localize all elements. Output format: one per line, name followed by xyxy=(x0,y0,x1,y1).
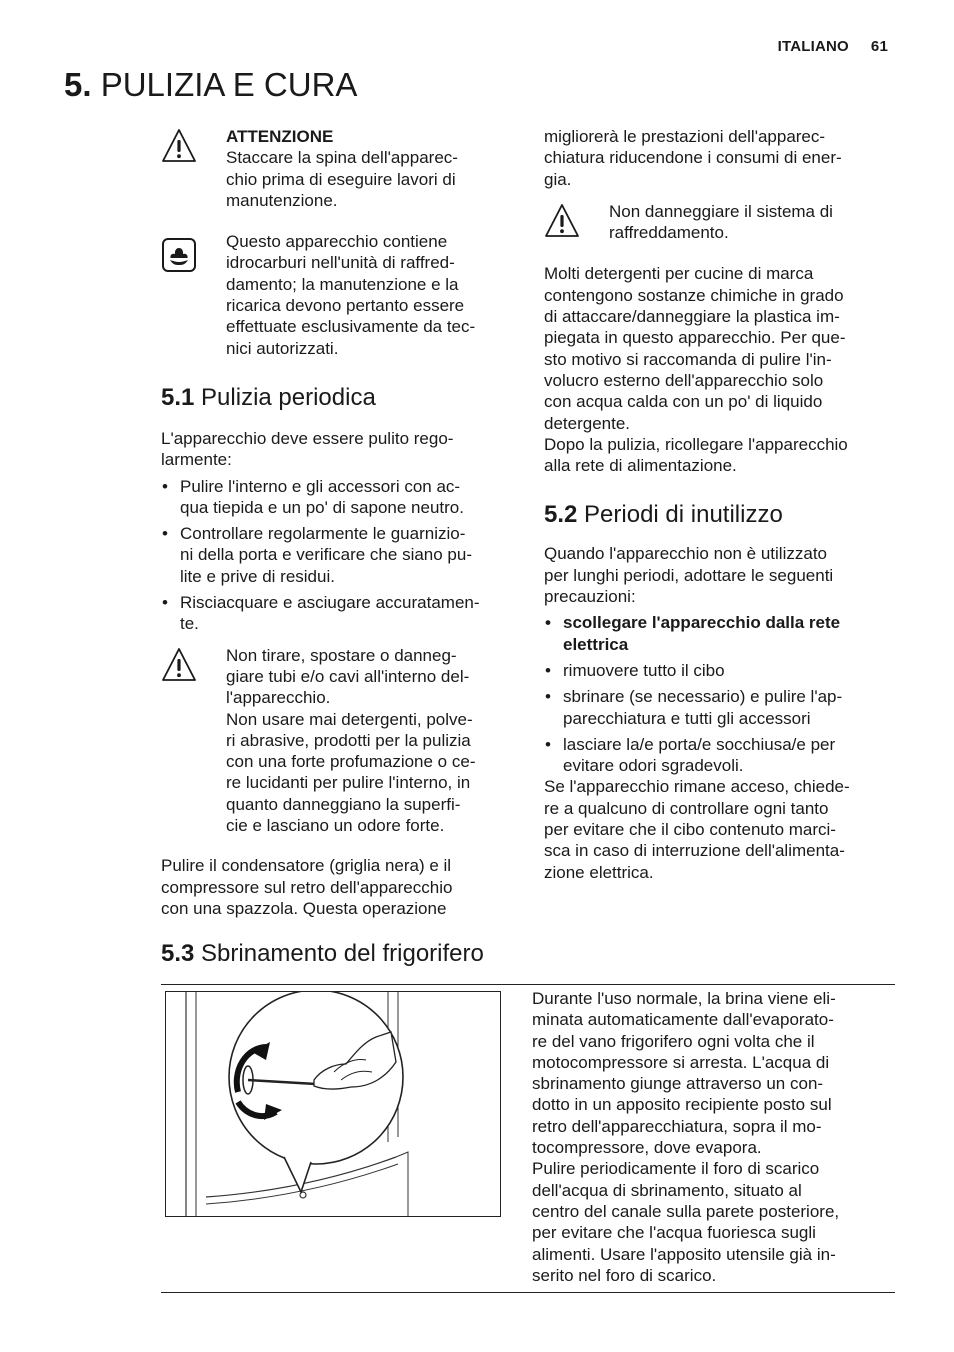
warning-text: Non danneggiare il sistema di raffreddamento. xyxy=(609,201,833,243)
environment-text: Questo apparecchio contiene idrocarburi nell'unità di raffred- damento; la manutenzione e la ricarica devono pertanto essere effettuate esclusivamente da tec- nici autorizzati. xyxy=(226,232,476,358)
section-outro: Se l'apparecchio rimane acceso, chiede- re a qualcuno di controllare ogni tanto per evitare che il cibo contenuto marci- sca in caso di interruzione dell'alimenta- zione elettrica. xyxy=(544,777,850,882)
list-item: • sbrinare (se necessario) e pulire l'ap- parecchiatura e tutti gli accessori xyxy=(544,686,899,729)
list-item: • lasciare la/e porta/e socchiusa/e per evitare odori sgradevoli. xyxy=(544,734,899,777)
section-title: Periodi di inutilizzo xyxy=(584,501,783,529)
warning-notice xyxy=(161,126,516,211)
section-5-1-heading xyxy=(161,384,516,412)
list-item: • Risciacquare e asciugare accuratamen- te. xyxy=(161,592,516,635)
list-item: • Pulire l'interno e gli accessori con ac- qua tiepida e un po' di sapone neutro. xyxy=(161,476,516,519)
left-column xyxy=(161,126,516,919)
right-column xyxy=(544,126,899,883)
section-5-3-heading xyxy=(161,940,484,968)
section-number: 5.2 xyxy=(544,501,578,529)
warning-title: ATTENZIONE xyxy=(226,127,334,146)
section-number: 5.1 xyxy=(161,383,195,411)
defrost-drawing xyxy=(166,992,500,1216)
defrost-illustration xyxy=(165,991,501,1217)
warning-notice xyxy=(161,645,516,837)
list-item: • rimuovere tutto il cibo xyxy=(544,660,899,681)
warning-text: Non tirare, spostare o danneg- giare tubi e/o cavi all'interno del- l'apparecchio. Non usare mai detergenti, polve- ri abrasive, prodotti per la pulizia con una forte profumazione o ce- re lucidanti per pulire l'interno, in quanto danneggiano la superfi- cie e lasciano un odore forte. xyxy=(226,645,476,836)
continuation-text: migliorerà le prestazioni dell'apparec- chiatura riducendone i consumi di ener- gia. xyxy=(544,127,842,189)
warning-notice xyxy=(544,201,899,244)
section-intro: L'apparecchio deve essere pulito rego- larmente: xyxy=(161,428,454,470)
chapter-title-text: PULIZIA E CURA xyxy=(100,66,358,103)
defrost-text: Durante l'uso normale, la brina viene eli- minata automaticamente dall'evaporato- re del vano frigorifero ogni volta che il motocompressore si arresta. L'acqua di sbrinamento giunge attraverso un con- dotto in un apposito recipiente posto sul retro dell'apparecchiatura, sopra il mo- tocompressore, dove evapora. Pulire periodicamente il foro di scarico dell'acqua di sbrinamento, situato al centro del canale sulla parete posteriore, per evitare che l'acqua fuoriesca sugli alimenti. Usare l'apposito utensile già in- serito nel foro di scarico. xyxy=(532,989,840,1285)
warning-triangle-icon xyxy=(161,128,197,164)
list-item: • scollegare l'apparecchio dalla rete elettrica xyxy=(544,612,899,655)
section-intro: Quando l'apparecchio non è utilizzato per lunghi periodi, adottare le seguenti precauzioni: xyxy=(544,544,834,607)
table-bottom-rule xyxy=(161,1292,895,1293)
section-title: Sbrinamento del frigorifero xyxy=(201,940,484,967)
detergents-text: Molti detergenti per cucine di marca contengono sostanze chimiche in grado di attaccare/danneggiare la plastica im- piegata in questo apparecchio. Per que- sto motivo si raccomanda di pulire l'in- volucro esterno dell'apparecchio solo con acqua calda con un po' di liquido detergente. Dopo la pulizia, ricollegare l'apparecchio alla rete di alimentazione. xyxy=(544,264,848,476)
section-title: Pulizia periodica xyxy=(201,383,376,411)
environment-notice xyxy=(161,231,516,359)
chapter-title xyxy=(64,66,357,104)
page-header xyxy=(778,38,888,55)
condenser-text: Pulire il condensatore (griglia nera) e il compressore sul retro dell'apparecchio con una spazzola. Questa operazione xyxy=(161,856,453,918)
warning-triangle-icon xyxy=(544,203,580,239)
environment-flower-icon xyxy=(161,237,197,273)
precautions-list xyxy=(544,612,899,776)
list-item: • Controllare regolarmente le guarnizio- ni della porta e verificare che siano pu- lite e prive di residui. xyxy=(161,523,516,587)
table-top-rule xyxy=(161,984,895,985)
cleaning-list xyxy=(161,476,516,635)
section-5-2-heading xyxy=(544,501,899,529)
page-number: 61 xyxy=(870,38,888,55)
warning-triangle-icon xyxy=(161,647,197,683)
section-number: 5.3 xyxy=(161,940,195,967)
header-language: ITALIANO xyxy=(777,38,849,55)
warning-text: Staccare la spina dell'apparec- chio prima di eseguire lavori di manutenzione. xyxy=(226,148,458,210)
chapter-number: 5. xyxy=(64,66,92,103)
